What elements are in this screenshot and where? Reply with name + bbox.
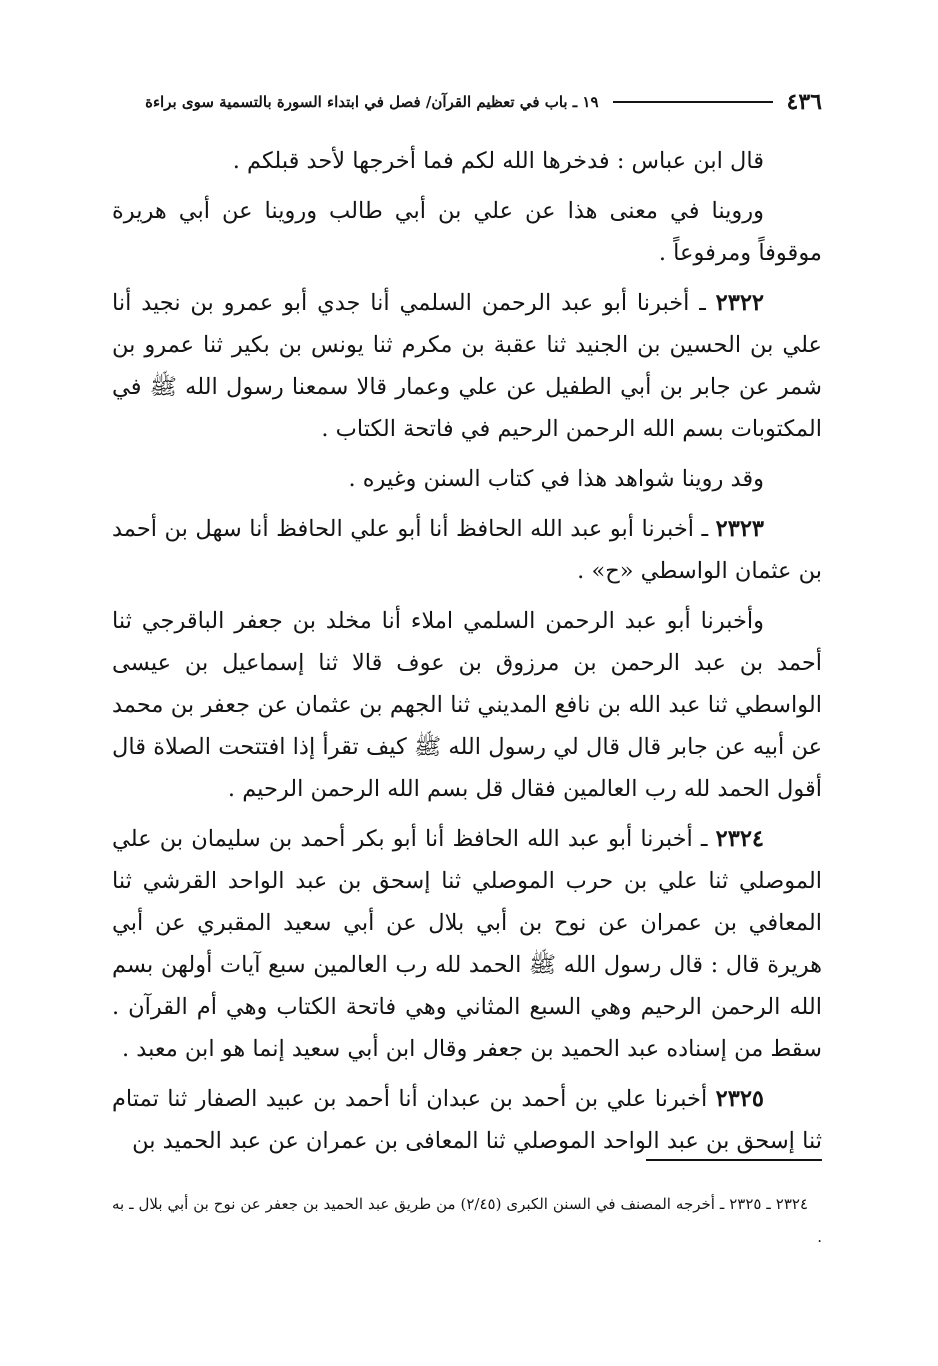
paragraph-8	[112, 1078, 822, 1162]
paragraph-text: وقد روينا شواهد هذا في كتاب السنن وغيره .	[348, 466, 764, 492]
running-title: ١٩ ـ باب في تعظيم القرآن/ فصل في ابتداء السورة بالتسمية سوى براءة	[145, 93, 599, 111]
paragraph-text: قال ابن عباس : فدخرها الله لكم فما أخرجها لأحد قبلكم .	[232, 148, 764, 174]
hadith-number: ٢٣٢٤	[715, 826, 764, 852]
page-header	[114, 82, 822, 122]
paragraph-text: وروينا في معنى هذا عن علي بن أبي طالب وروينا عن أبي هريرة موقوفاً ومرفوعاً .	[112, 198, 822, 266]
footnote-rule	[646, 1159, 822, 1161]
footnote	[112, 1188, 822, 1254]
page-number: ٤٣٦	[786, 89, 822, 115]
paragraph-4	[112, 458, 822, 500]
paragraph-7	[112, 818, 822, 1070]
body-text	[112, 140, 822, 1170]
paragraph-text: أخبرنا علي بن أحمد بن عبدان أنا أحمد بن عبيد الصفار ثنا تمتام ثنا إسحق بن عبد الواحد الموصلي ثنا المعافى بن عمران عن عبد الحميد بن	[112, 1086, 822, 1154]
header-rule	[613, 101, 773, 103]
footnote-text: ٢٣٢٤ ـ ٢٣٢٥ ـ أخرجه المصنف في السنن الكبرى (٢/٤٥) من طريق عبد الحميد بن جعفر عن نوح بن أبي بلال ـ به .	[112, 1195, 822, 1246]
paragraph-text: وأخبرنا أبو عبد الرحمن السلمي املاء أنا مخلد بن جعفر الباقرجي ثنا أحمد بن عبد الرحمن بن مرزوق بن عوف قالا ثنا إسماعيل بن عيسى الواسطي ثنا عبد الله بن نافع المديني ثنا الجهم بن عثمان عن جعفر بن محمد عن أبيه عن جابر قال قال لي رسول الله ﷺ كيف تقرأ إذا افتتحت الصلاة قال أقول الحمد لله رب العالمين فقال قل بسم الله الرحمن الرحيم .	[112, 608, 822, 802]
paragraph-2	[112, 190, 822, 274]
paragraph-6	[112, 600, 822, 810]
paragraph-text: ـ أخبرنا أبو عبد الرحمن السلمي أنا جدي أبو عمرو بن نجيد أنا علي بن الحسين بن الجنيد ثنا عقبة بن مكرم ثنا يونس بن بكير ثنا عمرو بن شمر عن جابر بن أبي الطفيل عن علي وعمار قالا سمعنا رسول الله ﷺ في المكتوبات بسم الله الرحمن الرحيم في فاتحة الكتاب .	[112, 290, 822, 442]
paragraph-3	[112, 282, 822, 450]
paragraph-text: ـ أخبرنا أبو عبد الله الحافظ أنا أبو علي الحافظ أنا سهل بن أحمد بن عثمان الواسطي «ح» .	[112, 516, 822, 584]
hadith-number: ٢٣٢٣	[715, 516, 764, 542]
hadith-number: ٢٣٢٢	[715, 290, 764, 316]
hadith-number: ٢٣٢٥	[715, 1086, 764, 1112]
paragraph-text: ـ أخبرنا أبو عبد الله الحافظ أنا أبو بكر أحمد بن سليمان بن علي الموصلي ثنا علي بن حرب الموصلي ثنا إسحق بن عبد الواحد القرشي ثنا المعافي بن عمران عن نوح بن أبي بلال عن أبي سعيد المقبري عن أبي هريرة قال : قال رسول الله ﷺ الحمد لله رب العالمين سبع آيات أولهن بسم الله الرحمن الرحيم وهي السبع المثاني وهي فاتحة الكتاب وهي أم القرآن . سقط من إسناده عبد الحميد بن جعفر وقال ابن أبي سعيد إنما هو ابن معبد .	[112, 826, 822, 1062]
paragraph-5	[112, 508, 822, 592]
paragraph-1	[112, 140, 822, 182]
